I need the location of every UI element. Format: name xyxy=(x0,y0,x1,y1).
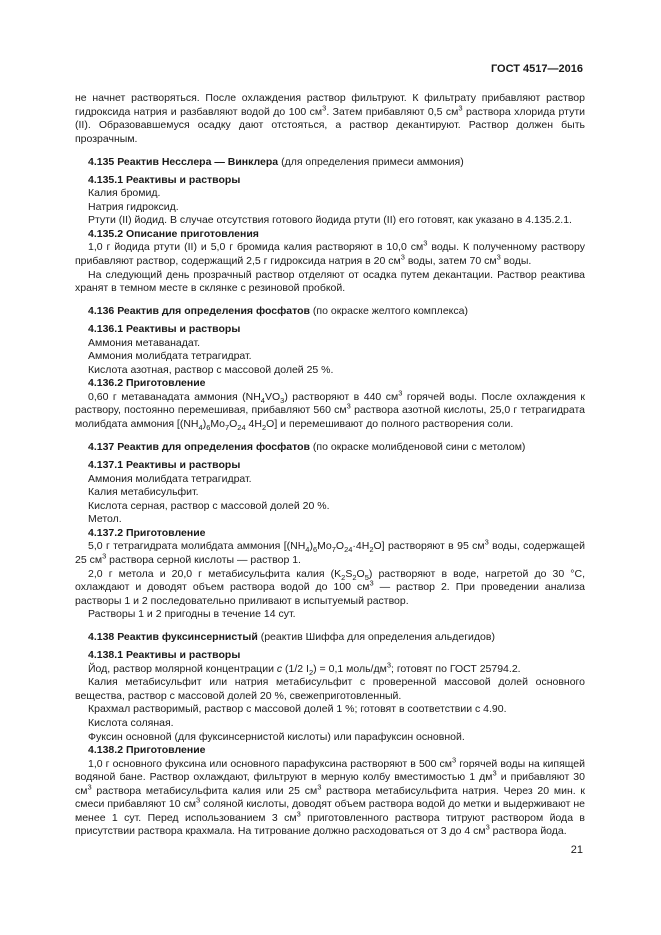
list-item: Фуксин основной (для фуксинсернистой кислоты) или парафуксин основной. xyxy=(88,730,465,743)
paragraph: 1,0 г йодида ртути (II) и 5,0 г бромида калия растворяют в 10,0 $см^3$ воды. К полученному раствору прибавляют раствор, содержащий 2,5 г гидроксида натрия в 20 $см^3$ воды, затем 70 $см^3$ воды. xyxy=(75,238,585,268)
list-item: Аммония метаванадат. xyxy=(88,336,201,349)
paragraph: 5,0 г тетрагидрата молибдата аммония $[(NH_4)_6Mo_7O_{24}\cdot 4H_2O]$ растворяют в 95 $см^3$ воды, содержащей 25 $см^3$ раствора серной кислоты — раствор 1. xyxy=(75,537,585,566)
subsection-title: 4.135.2 Описание приготовления xyxy=(88,227,259,240)
list-item: Аммония молибдата тетрагидрат. xyxy=(88,472,252,485)
list-item: Натрия гидроксид. xyxy=(88,200,179,213)
paragraph: 2,0 г метола и 20,0 г метабисульфита калия $(K_2S_2O_5)$ растворяют в воде, нагретой до 30 °С, охлаждают и доводят объем раствора водой до 100 $см^3$ — раствор 2. При проведении анализа растворы 1 и 2 последовательно приливают в испытуемый раствор. xyxy=(75,567,586,607)
section-title-4-135: 4.135 Реактив Несслера — Винклера (для определения примеси аммония) xyxy=(88,155,464,168)
paragraph: Растворы 1 и 2 пригодны в течение 14 сут. xyxy=(88,608,296,621)
subsection-title: 4.137.2 Приготовление xyxy=(88,526,206,539)
page-number: 21 xyxy=(570,844,583,856)
list-item: Калия бромид. xyxy=(88,187,161,200)
paragraph: На следующий день прозрачный раствор отделяют от осадка путем декантации. Раствор реактива хранят в темном месте в склянке с резиновой пробкой. xyxy=(75,268,585,295)
section-title-4-136: 4.136 Реактив для определения фосфатов (по окраске желтого комплекса) xyxy=(88,305,468,318)
subsection-title: 4.135.1 Реактивы и растворы xyxy=(88,173,241,186)
section-title-4-138: 4.138 Реактив фуксинсернистый (реактив Шиффа для определения альдегидов) xyxy=(88,631,495,644)
list-item: Калия метабисульфит. xyxy=(88,486,199,499)
list-item: Йод, раствор молярной концентрации c (1/2 $I_2) = 0,1$ моль/$дм^3$; готовят по ГОСТ 25794.2. xyxy=(88,660,521,677)
subsection-title: 4.138.1 Реактивы и растворы xyxy=(88,649,241,662)
list-item: Кислота соляная. xyxy=(88,716,174,729)
page-content xyxy=(75,92,585,839)
subsection-title: 4.137.1 Реактивы и растворы xyxy=(88,459,241,472)
subsection-title: 4.136.1 Реактивы и растворы xyxy=(88,323,241,336)
paragraph: 0,60 г метаванадата аммония $(NH_4VO_3)$ растворяют в 440 $см^3$ горячей воды. После охлаждения к раствору, постоянно перемешивая, прибавляют 560 $см^3$ раствора азотной кислоты, 25,0 г тетрагидрата молибдата аммония [$(NH_4)_6Mo_7O_{24}$ $4H_2O$] и перемешивают до полного растворения соли. xyxy=(75,388,585,433)
list-item: Кислота азотная, раствор с массовой долей 25 %. xyxy=(88,363,334,376)
list-item: Калия метабисульфит или натрия метабисульфит с проверенной массовой долей основного вещества, раствор с массовой долей 20 %, свежеприготовленный. xyxy=(75,676,585,702)
section-title-4-137: 4.137 Реактив для определения фосфатов (по окраске молибденовой сини с метолом) xyxy=(88,441,526,454)
paragraph: 1,0 г основного фуксина или основного парафуксина растворяют в 500 $см^3$ горячей воды на кипящей водяной бане. Раствор охлаждают, фильтруют в мерную колбу вместимостью 1 $дм^3$ и прибавляют 30 $см^3$ раствора метабисульфита калия или 25 $см^3$ раствора метабисульфита натрия. Через 20 мин. к смеси прибавляют 10 $см^3$ соляной кислоты, доводят объем раствора водой до метки и выдерживают не менее 1 сут. Перед использованием 3 $см^3$ приготовленного раствора титруют раствором йода в присутствии раствора крахмала. На титрование должно расходоваться от 3 до 4 $см^3$ раствора йода. xyxy=(75,755,585,838)
list-item: Метол. xyxy=(88,513,122,526)
list-item: Кислота серная, раствор с массовой долей 20 %. xyxy=(88,499,330,512)
list-item: Крахмал растворимый, раствор с массовой долей 1 %; готовят в соответствии с 4.90. xyxy=(88,703,507,716)
subsection-title: 4.138.2 Приготовление xyxy=(88,744,206,757)
document-header: ГОСТ 4517—2016 xyxy=(490,63,583,75)
intro-paragraph: не начнет растворяться. После охлаждения раствор фильтруют. К фильтрату прибавляют раствор гидроксида натрия и разбавляют водой до 100 $см^3$. Затем прибавляют 0,5 $см^3$ раствора хлорида ртути (II). Образовавшемуся осадку дают отстояться, а раствор декантируют. Раствор должен быть прозрачным. xyxy=(75,92,586,145)
list-item: Ртути (II) йодид. В случае отсутствия готового йодида ртути (II) его готовят, как указано в 4.135.2.1. xyxy=(88,214,572,227)
list-item: Аммония молибдата тетрагидрат. xyxy=(88,350,252,363)
subsection-title: 4.136.2 Приготовление xyxy=(88,377,206,390)
